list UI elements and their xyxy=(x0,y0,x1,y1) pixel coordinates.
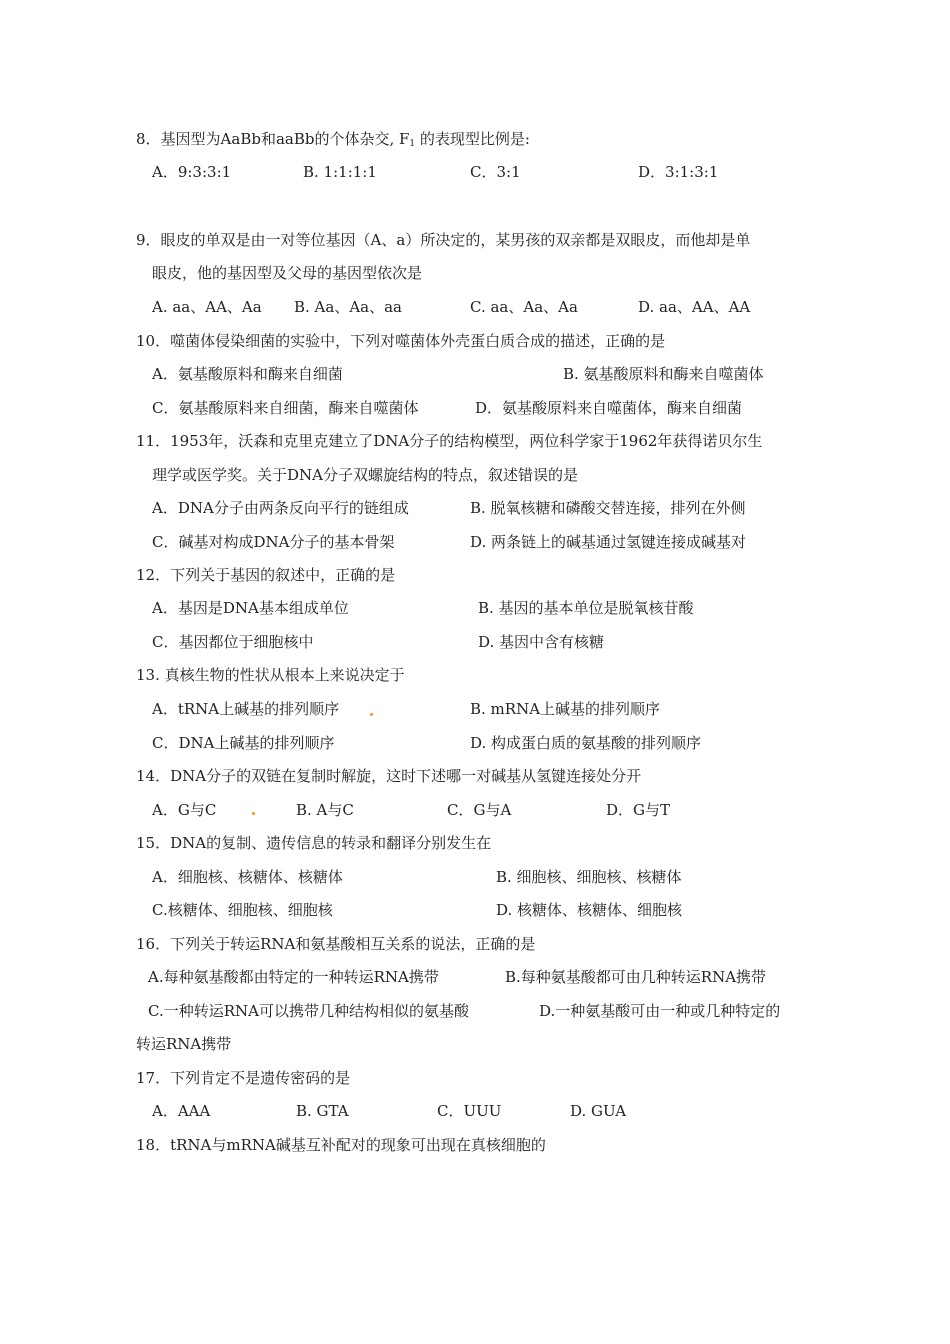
q11-option-b: B. 脱氧核糖和磷酸交替连接，排列在外侧 xyxy=(470,499,746,517)
q14-option-b: B. A与C xyxy=(296,801,354,819)
q16-option-d: D.一种氨基酸可由一种或几种特定的 xyxy=(539,1002,781,1020)
question-9-stem-line2: 眼皮，他的基因型及父母的基因型依次是 xyxy=(152,264,423,282)
q12-option-d: D. 基因中含有核糖 xyxy=(478,633,605,651)
q16-option-d-continuation: 转运RNA携带 xyxy=(136,1035,232,1053)
q11-option-a: A．DNA分子由两条反向平行的链组成 xyxy=(152,499,409,517)
q16-option-b: B.每种氨基酸都可由几种转运RNA携带 xyxy=(505,968,767,986)
q17-option-a: A．AAA xyxy=(152,1102,211,1120)
q15-option-c: C.核糖体、细胞核、细胞核 xyxy=(152,901,333,919)
scan-speck xyxy=(370,713,373,716)
q12-option-c: C．基因都位于细胞核中 xyxy=(152,633,314,651)
q11-option-c: C．碱基对构成DNA分子的基本骨架 xyxy=(152,533,395,551)
question-9-stem-line1: 9．眼皮的单双是由一对等位基因（A、a）所决定的，某男孩的双亲都是双眼皮，而他却是单 xyxy=(136,231,751,249)
q15-option-a: A．细胞核、核糖体、核糖体 xyxy=(152,868,343,886)
q16-option-a: A.每种氨基酸都由特定的一种转运RNA携带 xyxy=(148,968,439,986)
q13-option-c: C．DNA上碱基的排列顺序 xyxy=(152,734,335,752)
question-8-stem: 8．基因型为AaBb和aaBb的个体杂交, $F_1$ 的表现型比例是: xyxy=(136,130,530,149)
question-10-stem: 10．噬菌体侵染细菌的实验中，下列对噬菌体外壳蛋白质合成的描述，正确的是 xyxy=(136,332,666,350)
question-11-stem-line1: 11．1953年，沃森和克里克建立了DNA分子的结构模型，两位科学家于1962年获得诺贝尔生 xyxy=(136,432,763,450)
q12-option-a: A．基因是DNA基本组成单位 xyxy=(152,599,349,617)
q14-option-d: D．G与T xyxy=(606,801,671,819)
question-13-stem: 13. 真核生物的性状从根本上来说决定于 xyxy=(136,666,405,684)
q9-option-c: C. aa、Aa、Aa xyxy=(470,298,578,316)
question-16-stem: 16．下列关于转运RNA和氨基酸相互关系的说法，正确的是 xyxy=(136,935,536,953)
q12-option-b: B. 基因的基本单位是脱氧核苷酸 xyxy=(478,599,694,617)
q9-option-b: B. Aa、Aa、aa xyxy=(294,298,402,316)
q17-option-b: B. GTA xyxy=(296,1102,349,1120)
q8-option-a: A．9:3:3:1 xyxy=(152,163,232,181)
q10-option-d: D．氨基酸原料来自噬菌体，酶来自细菌 xyxy=(475,399,743,417)
question-15-stem: 15．DNA的复制、遗传信息的转录和翻译分别发生在 xyxy=(136,834,492,852)
q9-option-a: A. aa、AA、Aa xyxy=(152,298,262,316)
q17-option-c: C．UUU xyxy=(437,1102,502,1120)
question-18-stem: 18．tRNA与mRNA碱基互补配对的现象可出现在真核细胞的 xyxy=(136,1136,546,1154)
q10-option-b: B. 氨基酸原料和酶来自噬菌体 xyxy=(563,365,764,383)
q9-option-d: D. aa、AA、AA xyxy=(638,298,751,316)
q14-option-a: A．G与C xyxy=(152,801,217,819)
question-14-stem: 14．DNA分子的双链在复制时解旋，这时下述哪一对碱基从氢键连接处分开 xyxy=(136,767,642,785)
question-11-stem-line2: 理学或医学奖。关于DNA分子双螺旋结构的特点，叙述错误的是 xyxy=(152,466,578,484)
q10-option-c: C．氨基酸原料来自细菌，酶来自噬菌体 xyxy=(152,399,419,417)
q8-option-d: D．3:1:3:1 xyxy=(638,163,719,181)
q16-option-c: C.一种转运RNA可以携带几种结构相似的氨基酸 xyxy=(148,1002,469,1020)
q8-option-c: C．3:1 xyxy=(470,163,521,181)
q13-option-d: D. 构成蛋白质的氨基酸的排列顺序 xyxy=(470,734,702,752)
question-17-stem: 17．下列肯定不是遗传密码的是 xyxy=(136,1069,351,1087)
q13-option-a: A．tRNA上碱基的排列顺序 xyxy=(152,700,340,718)
q14-option-c: C．G与A xyxy=(447,801,512,819)
q13-option-b: B. mRNA上碱基的排列顺序 xyxy=(470,700,661,718)
q15-option-d: D. 核糖体、核糖体、细胞核 xyxy=(496,901,683,919)
q8-option-b: B. 1:1:1:1 xyxy=(303,163,377,181)
q17-option-d: D. GUA xyxy=(570,1102,627,1120)
q15-option-b: B. 细胞核、细胞核、核糖体 xyxy=(496,868,682,886)
scan-speck xyxy=(252,812,255,815)
q10-option-a: A．氨基酸原料和酶来自细菌 xyxy=(152,365,343,383)
question-12-stem: 12．下列关于基因的叙述中，正确的是 xyxy=(136,566,396,584)
q11-option-d: D. 两条链上的碱基通过氢键连接成碱基对 xyxy=(470,533,747,551)
